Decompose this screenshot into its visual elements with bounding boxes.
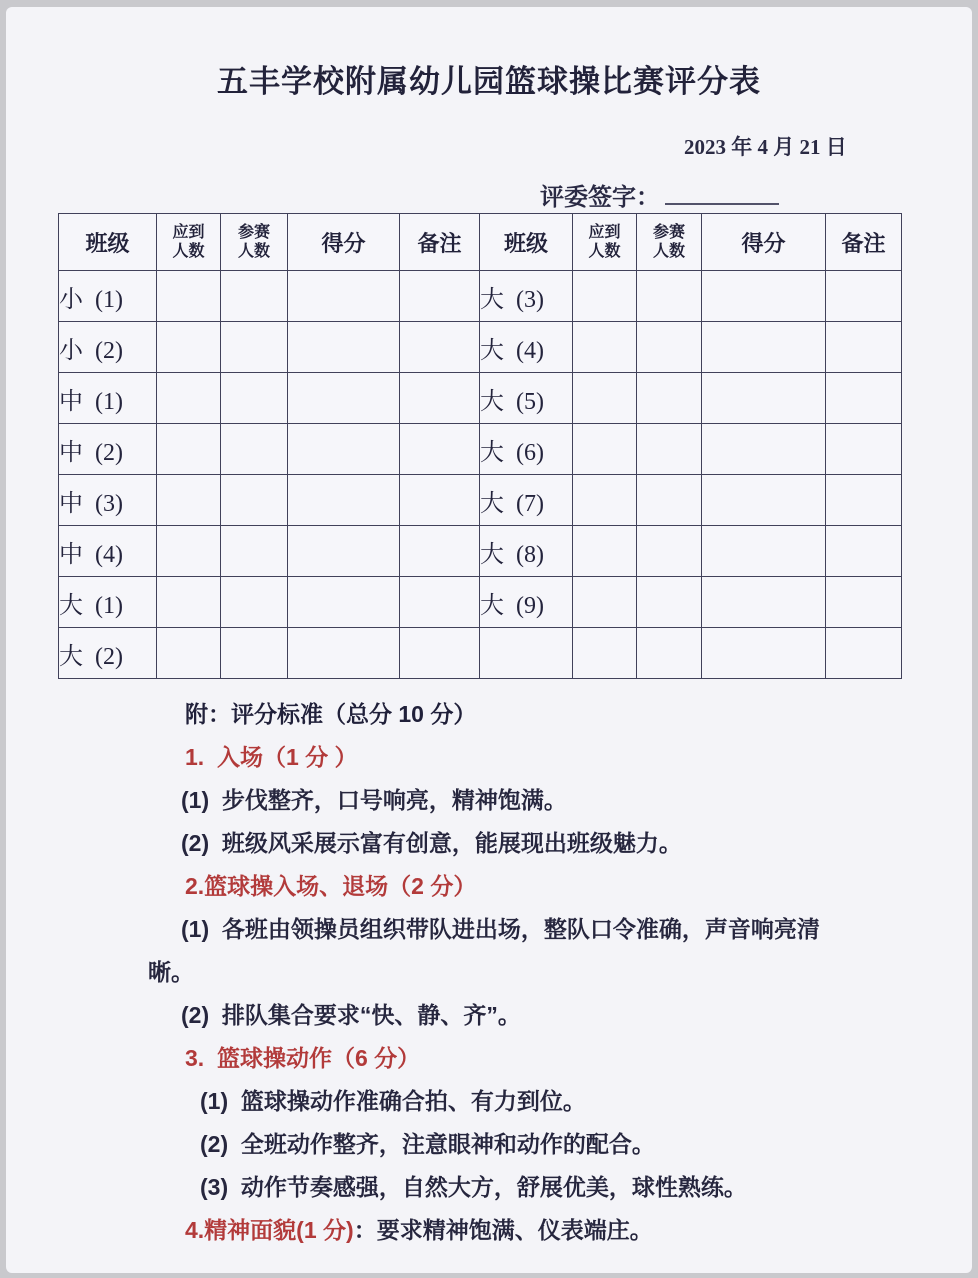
class-cell: 大 (2) bbox=[59, 628, 157, 679]
empty-cell bbox=[573, 526, 637, 577]
header-row bbox=[59, 214, 902, 271]
empty-cell bbox=[573, 322, 637, 373]
criteria-item-3-1: (1) 篮球操动作准确合拍、有力到位。 bbox=[200, 1088, 586, 1114]
empty-cell bbox=[400, 475, 480, 526]
empty-cell bbox=[826, 373, 902, 424]
empty-cell bbox=[221, 424, 288, 475]
table-row bbox=[59, 577, 902, 628]
empty-cell bbox=[702, 475, 826, 526]
signature-label: 评委签字： bbox=[540, 184, 660, 211]
empty-cell bbox=[221, 373, 288, 424]
class-cell: 大 (9) bbox=[480, 577, 573, 628]
document-date: 2023 年 4 月 21 日 bbox=[684, 135, 847, 159]
empty-cell bbox=[826, 475, 902, 526]
table-row bbox=[59, 424, 902, 475]
empty-cell bbox=[826, 577, 902, 628]
empty-cell bbox=[702, 322, 826, 373]
col-header-expected-left: 应到 人数 bbox=[157, 214, 221, 271]
col-header-class-left: 班级 bbox=[59, 214, 157, 271]
empty-cell bbox=[157, 322, 221, 373]
empty-cell bbox=[288, 271, 400, 322]
empty-cell bbox=[400, 577, 480, 628]
page-title: 五丰学校附属幼儿园篮球操比赛评分表 bbox=[217, 64, 761, 99]
empty-cell bbox=[637, 577, 702, 628]
empty-cell bbox=[702, 373, 826, 424]
empty-cell bbox=[573, 424, 637, 475]
empty-cell bbox=[702, 424, 826, 475]
empty-cell bbox=[288, 526, 400, 577]
criteria-section-1-title: 1. 入场（1 分 ） bbox=[185, 744, 358, 770]
empty-cell bbox=[637, 373, 702, 424]
empty-cell bbox=[702, 271, 826, 322]
empty-cell bbox=[826, 526, 902, 577]
empty-cell bbox=[637, 628, 702, 679]
empty-cell bbox=[573, 271, 637, 322]
empty-cell bbox=[637, 526, 702, 577]
criteria-item-3-3: (3) 动作节奏感强，自然大方，舒展优美，球性熟练。 bbox=[200, 1174, 747, 1200]
empty-cell bbox=[826, 322, 902, 373]
empty-cell bbox=[637, 424, 702, 475]
class-cell bbox=[480, 628, 573, 679]
criteria-item-1-1: (1) 步伐整齐，口号响亮，精神饱满。 bbox=[181, 787, 567, 813]
empty-cell bbox=[826, 628, 902, 679]
table-row bbox=[59, 322, 902, 373]
empty-cell bbox=[157, 526, 221, 577]
empty-cell bbox=[400, 526, 480, 577]
empty-cell bbox=[826, 424, 902, 475]
document-page bbox=[6, 7, 972, 1273]
empty-cell bbox=[637, 475, 702, 526]
empty-cell bbox=[221, 526, 288, 577]
empty-cell bbox=[288, 577, 400, 628]
empty-cell bbox=[288, 373, 400, 424]
col-header-participants-right: 参赛 人数 bbox=[637, 214, 702, 271]
empty-cell bbox=[400, 373, 480, 424]
class-cell: 大 (7) bbox=[480, 475, 573, 526]
empty-cell bbox=[288, 424, 400, 475]
empty-cell bbox=[221, 628, 288, 679]
empty-cell bbox=[573, 628, 637, 679]
class-cell: 中 (2) bbox=[59, 424, 157, 475]
table-row bbox=[59, 526, 902, 577]
signature-blank-line bbox=[665, 181, 779, 205]
empty-cell bbox=[573, 373, 637, 424]
class-cell: 大 (8) bbox=[480, 526, 573, 577]
empty-cell bbox=[221, 577, 288, 628]
col-header-score-right: 得分 bbox=[702, 214, 826, 271]
empty-cell bbox=[221, 271, 288, 322]
criteria-section-4 bbox=[148, 1209, 848, 1252]
class-cell: 小 (2) bbox=[59, 322, 157, 373]
empty-cell bbox=[573, 475, 637, 526]
empty-cell bbox=[157, 271, 221, 322]
empty-cell bbox=[157, 373, 221, 424]
scoring-criteria bbox=[148, 693, 848, 1252]
class-cell: 大 (1) bbox=[59, 577, 157, 628]
empty-cell bbox=[637, 322, 702, 373]
empty-cell bbox=[157, 424, 221, 475]
table-row bbox=[59, 373, 902, 424]
empty-cell bbox=[157, 577, 221, 628]
empty-cell bbox=[826, 271, 902, 322]
criteria-section-2-title: 2.篮球操入场、退场（2 分） bbox=[185, 873, 477, 899]
empty-cell bbox=[157, 628, 221, 679]
table-row bbox=[59, 475, 902, 526]
empty-cell bbox=[400, 424, 480, 475]
criteria-section-3-title: 3. 篮球操动作（6 分） bbox=[185, 1045, 421, 1071]
criteria-section-4-text: ：要求精神饱满、仪表端庄。 bbox=[353, 1217, 653, 1243]
empty-cell bbox=[702, 526, 826, 577]
empty-cell bbox=[400, 271, 480, 322]
table-row bbox=[59, 271, 902, 322]
criteria-item-3-2: (2) 全班动作整齐，注意眼神和动作的配合。 bbox=[200, 1131, 655, 1157]
signature-row bbox=[540, 177, 779, 212]
col-header-score-left: 得分 bbox=[288, 214, 400, 271]
empty-cell bbox=[157, 475, 221, 526]
empty-cell bbox=[573, 577, 637, 628]
class-cell: 大 (6) bbox=[480, 424, 573, 475]
empty-cell bbox=[221, 322, 288, 373]
criteria-section-4-title: 4.精神面貌(1 分) bbox=[185, 1217, 354, 1243]
class-cell: 大 (4) bbox=[480, 322, 573, 373]
empty-cell bbox=[702, 628, 826, 679]
empty-cell bbox=[637, 271, 702, 322]
empty-cell bbox=[400, 628, 480, 679]
table-row bbox=[59, 628, 902, 679]
col-header-remarks-right: 备注 bbox=[826, 214, 902, 271]
empty-cell bbox=[702, 577, 826, 628]
col-header-class-right: 班级 bbox=[480, 214, 573, 271]
class-cell: 大 (5) bbox=[480, 373, 573, 424]
class-cell: 小 (1) bbox=[59, 271, 157, 322]
col-header-participants-left: 参赛 人数 bbox=[221, 214, 288, 271]
class-cell: 中 (1) bbox=[59, 373, 157, 424]
criteria-heading: 附：评分标准（总分 10 分） bbox=[185, 701, 477, 727]
class-cell: 中 (4) bbox=[59, 526, 157, 577]
empty-cell bbox=[288, 322, 400, 373]
empty-cell bbox=[221, 475, 288, 526]
criteria-item-1-2: (2) 班级风采展示富有创意，能展现出班级魅力。 bbox=[181, 830, 682, 856]
empty-cell bbox=[400, 322, 480, 373]
col-header-expected-right: 应到 人数 bbox=[573, 214, 637, 271]
col-header-remarks-left: 备注 bbox=[400, 214, 480, 271]
class-cell: 中 (3) bbox=[59, 475, 157, 526]
score-table bbox=[58, 213, 902, 679]
empty-cell bbox=[288, 628, 400, 679]
criteria-item-2-2: (2) 排队集合要求“快、静、齐”。 bbox=[181, 1002, 521, 1028]
criteria-item-2-1: (1) 各班由领操员组织带队进出场，整队口令准确，声音响亮清晰。 bbox=[148, 916, 820, 985]
empty-cell bbox=[288, 475, 400, 526]
class-cell: 大 (3) bbox=[480, 271, 573, 322]
